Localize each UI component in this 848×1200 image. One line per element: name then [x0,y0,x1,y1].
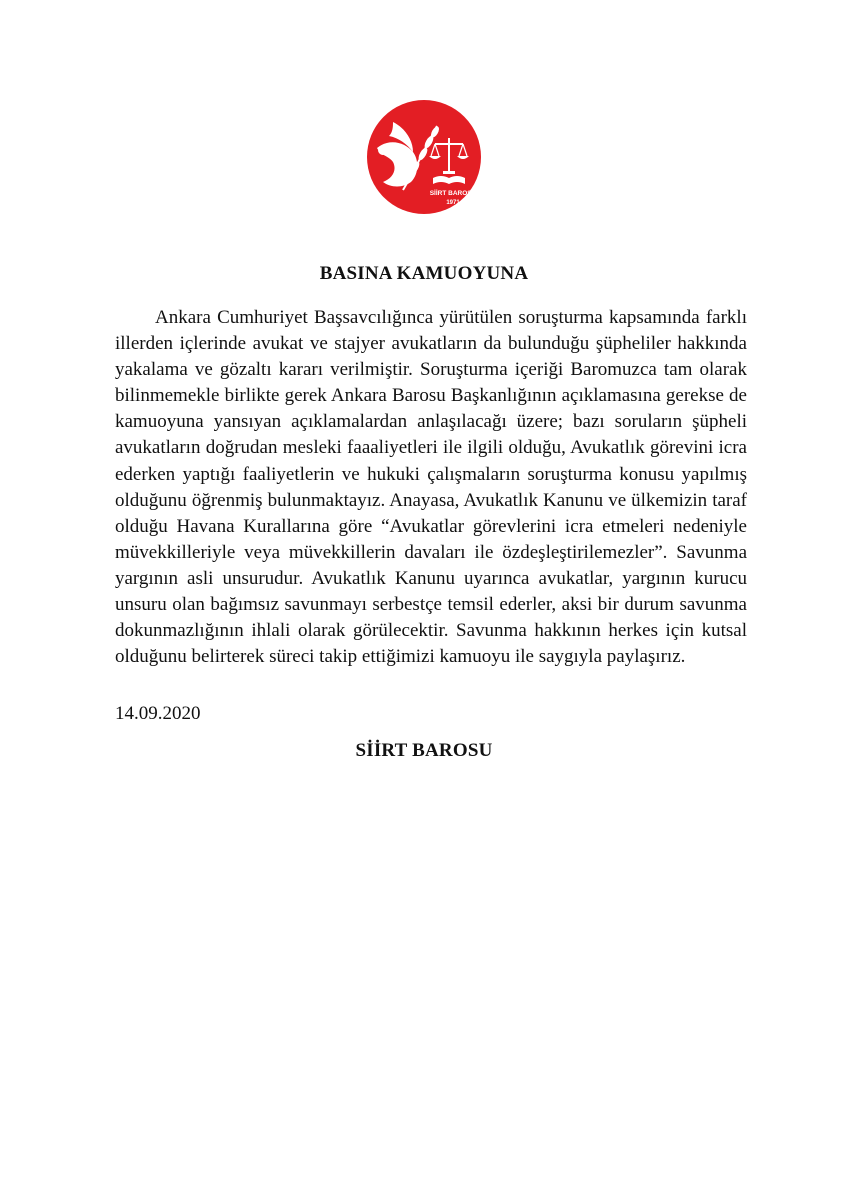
document-body: Ankara Cumhuriyet Başsavcılığınca yürütülen soruşturma kapsamında farklı illerden içlerinde avukat ve stajyer avukatların da bulunduğu şüpheliler hakkında yakalama ve gözaltı kararı verilmiştir. Soruşturma içeriği Baromuzca tam olarak bilinmemekle birlikte gerek Ankara Barosu Başkanlığının açıklamasına gerekse de kamuoyuna yansıyan açıklamalardan anlaşılacağı üzere; bazı soruların şüpheli avukatların doğrudan mesleki faaaliyetleri ile ilgili olduğu, Avukatlık görevini icra ederken yaptığı faaliyetlerin ve hukuki çalışmaların soruşturma konusu yapılmış olduğunu öğrenmiş bulunmaktayız. Anayasa, Avukatlık Kanunu ve ülkemizin taraf olduğu Havana Kurallarına göre “Avukatlar görevlerini icra etmeleri nedeniyle müvekkilleriyle veya müvekkillerin davaları ile özdeşleştirilemezler”. Savunma yargının asli unsurudur. Avukatlık Kanunu uyarınca avukatlar, yargının kurucu unsuru olan bağımsız savunmayı serbestçe temsil ederler, aksi bir durum savunma dokunmazlığının ihlali olarak görülecektir. Savunma hakkının herkes için kutsal olduğunu belirterek süreci takip ettiğimizi kamuoyu ile saygıyla paylaşırız. [115,307,747,668]
document-signature: SİİRT BAROSU [355,740,493,761]
logo-name-text: SİİRT BAROSU [429,190,477,197]
bar-association-logo [363,98,485,216]
document-title: BASINA KAMUOYUNA [319,263,529,284]
logo-year-text: 1971 [446,200,460,206]
logo-emblem-icon [363,98,485,216]
document-date: 14.09.2020 [115,703,201,724]
